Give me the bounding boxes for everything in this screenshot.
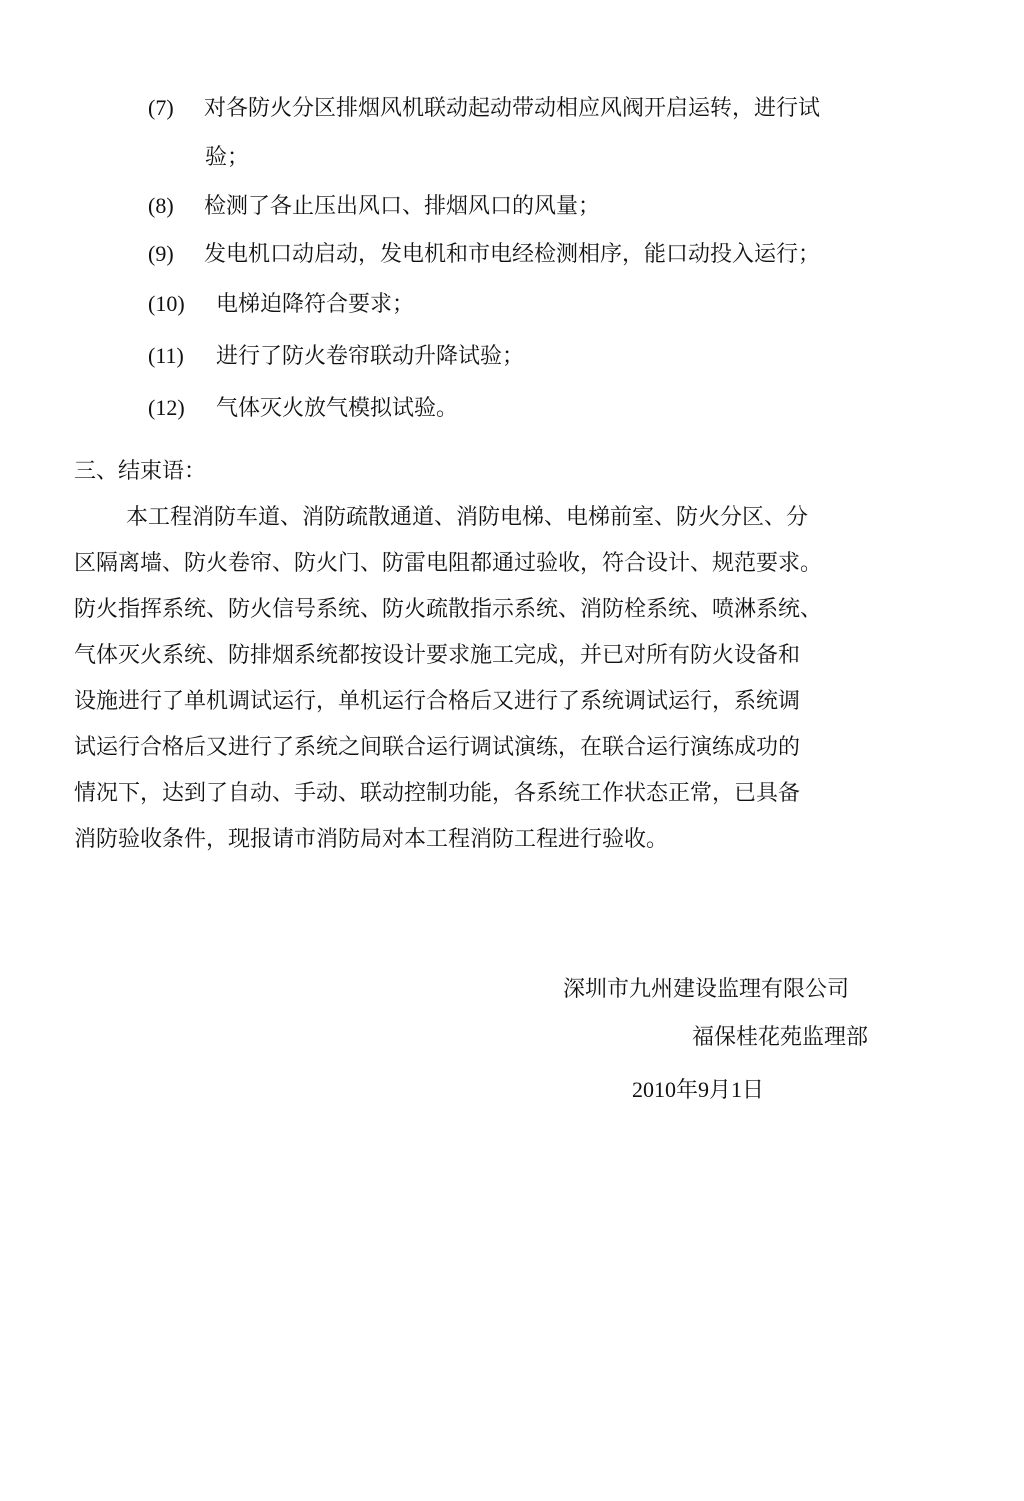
item-number: (8)	[148, 193, 174, 218]
list-item-12	[148, 383, 938, 434]
list-item-7-continuation: 验；	[205, 145, 250, 170]
paragraph-line: 情况下，达到了自动、手动、联动控制功能，各系统工作状态正常，已具备	[74, 781, 801, 806]
item-text: 检测了各止压出风口、排烟风口的风量；	[204, 194, 601, 219]
item-number: (12)	[148, 395, 185, 420]
item-text: 电梯迫降符合要求；	[216, 292, 415, 317]
signature-department: 福保桂花苑监理部	[692, 1025, 869, 1050]
conclusion-paragraph	[74, 495, 944, 863]
item-number: (11)	[148, 343, 184, 368]
item-text: 发电机口动启动，发电机和市电经检测相序，能口动投入运行；	[204, 242, 821, 267]
list-item-10	[148, 279, 938, 330]
paragraph-line: 消防验收条件，现报请市消防局对本工程消防工程进行验收。	[74, 827, 669, 852]
item-text: 气体灭火放气模拟试验。	[216, 396, 459, 421]
list-item-11	[148, 331, 938, 382]
paragraph-line: 设施进行了单机调试运行，单机运行合格后又进行了系统调试运行，系统调	[74, 689, 801, 714]
paragraph-line: 区隔离墙、防火卷帘、防火门、防雷电阻都通过验收，符合设计、规范要求。	[74, 551, 823, 576]
section-heading: 三、结束语：	[74, 459, 207, 484]
paragraph-line: 本工程消防车道、消防疏散通道、消防电梯、电梯前室、防火分区、分	[126, 505, 809, 530]
list-item-7	[148, 83, 938, 134]
paragraph-line: 防火指挥系统、防火信号系统、防火疏散指示系统、消防栓系统、喷淋系统、	[74, 597, 823, 622]
item-text: 对各防火分区排烟风机联动起动带动相应风阀开启运转，进行试	[204, 96, 821, 121]
signature-company: 深圳市九州建设监理有限公司	[563, 977, 850, 1002]
list-item-9	[148, 229, 938, 280]
item-number: (7)	[148, 95, 174, 120]
paragraph-line: 气体灭火系统、防排烟系统都按设计要求施工完成，并已对所有防火设备和	[74, 643, 801, 668]
item-text: 进行了防火卷帘联动升降试验；	[216, 344, 525, 369]
signature-date: 2010年9月1日	[632, 1077, 765, 1102]
item-number: (10)	[148, 291, 185, 316]
list-item-8	[148, 181, 938, 232]
paragraph-line: 试运行合格后又进行了系统之间联合运行调试演练，在联合运行演练成功的	[74, 735, 801, 760]
item-number: (9)	[148, 241, 174, 266]
